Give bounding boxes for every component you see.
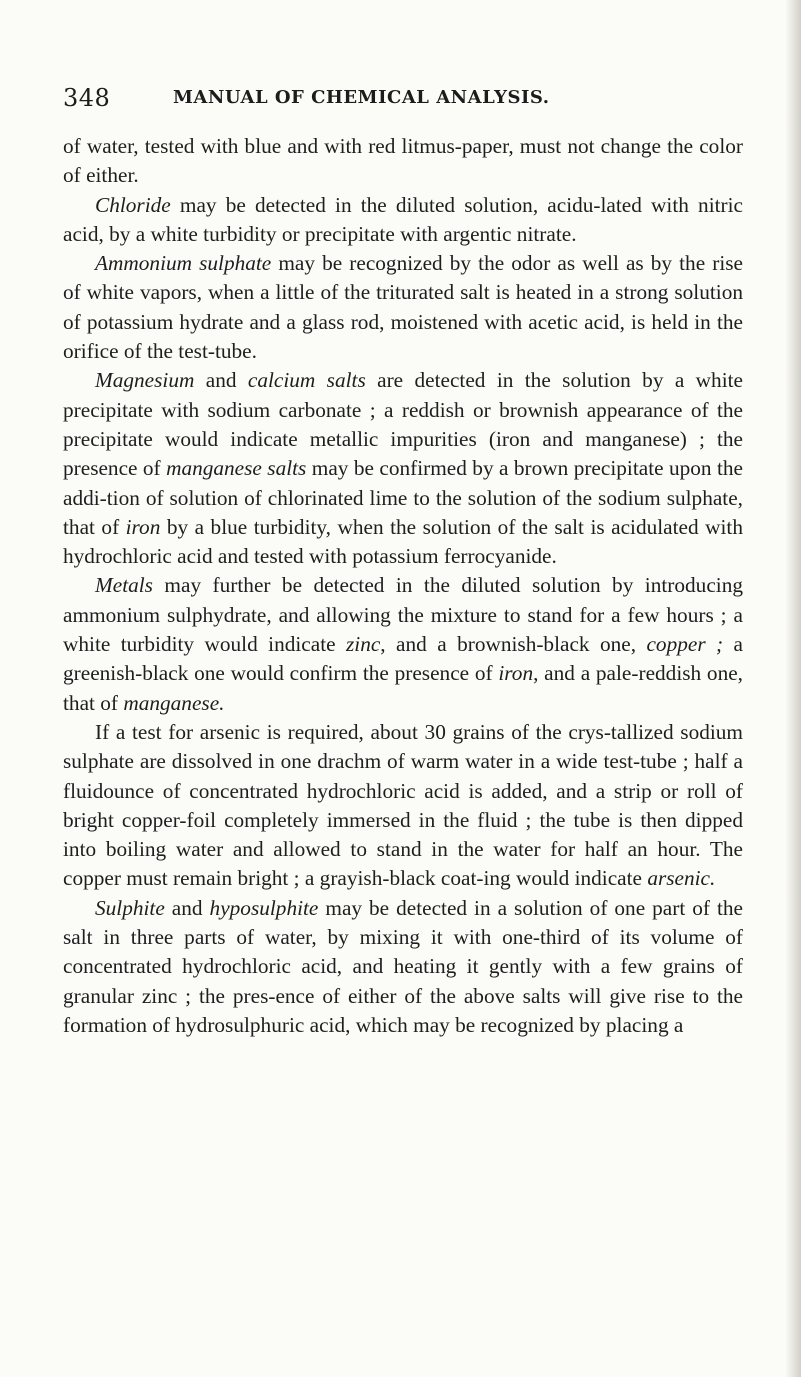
italic-term: hyposulphite	[209, 895, 319, 920]
text-run: If a test for arsenic is required, about 30 grains of the crys-tallized sodium sulphate are dissolved in one drachm of warm water in a wide test-tube ; half a fluidounce of concentrated hydrochloric acid is added, and a strip or roll of bright copper-foil completely immersed in the fluid ; the tube is then dipped into boiling water and allowed to stand in the water for half an hour. The copper must remain bright ; a grayish-black coat-ing would indicate	[63, 719, 743, 891]
italic-term: iron	[125, 514, 161, 539]
text-run: may be confirmed by a brown precipitate upon the addi-tion of solution of chlorinated lime to the solution of the sodium sulphate, that of	[63, 456, 743, 539]
italic-term: manganese salts	[166, 456, 307, 481]
paragraph	[63, 132, 743, 191]
paragraph	[63, 249, 743, 366]
text-run: , and a brownish-black one,	[380, 632, 647, 657]
italic-term: calcium salts	[247, 368, 366, 393]
italic-term: arsenic.	[647, 866, 716, 891]
text-run: and	[164, 895, 210, 920]
text-run: may be detected in the diluted solution, acidu-lated with nitric acid, by a white turbidity or precipitate with argentic nitrate.	[63, 192, 743, 246]
paragraph	[63, 366, 743, 571]
text-run: are detected in the solution by a white precipitate with sodium carbonate ; a reddish or brownish appearance of the precipitate would indicate metallic impurities (iron and manganese) ; the presence of	[63, 368, 743, 481]
italic-term: Sulphite	[95, 895, 165, 920]
text-run: may further be detected in the diluted solution by introducing ammonium sulphydrate, and allowing the mixture to stand for a few hours ; a white turbidity would indicate	[63, 573, 743, 657]
text-run: may be detected in a solution of one part of the salt in three parts of water, by mixing it with one-third of its volume of concentrated hydrochloric acid, and heating it gently with a few grains of granular zinc ; the pres-ence of either of the above salts will give rise to the formation of hydrosulphuric acid, which may be recognized by placing a	[63, 895, 743, 1037]
text-run: of water, tested with blue and with red litmus-paper, must not change the color of either.	[63, 134, 743, 188]
page-number: 348	[63, 84, 111, 112]
paragraph	[63, 894, 743, 1040]
paragraph	[63, 718, 743, 894]
italic-term: manganese.	[123, 690, 225, 715]
body-text	[63, 132, 743, 1040]
paragraph	[63, 191, 743, 250]
paragraph	[63, 571, 743, 717]
italic-term: copper ;	[646, 632, 724, 657]
text-run: , and a pale-reddish one, that of	[63, 661, 744, 715]
page-header	[63, 84, 743, 114]
text-run: and	[194, 368, 248, 393]
italic-term: Metals	[95, 573, 153, 598]
text-run: by a blue turbidity, when the solution of the salt is acidulated with hydrochloric acid and tested with potassium ferrocyanide.	[63, 514, 743, 569]
page-edge-shadow	[785, 0, 801, 1377]
italic-term: Ammonium sulphate	[95, 251, 272, 276]
italic-term: zinc	[345, 632, 381, 657]
italic-term: Chloride	[95, 192, 171, 217]
text-run: may be recognized by the odor as well as by the rise of white vapors, when a little of the triturated salt is heated in a strong solution of potassium hydrate and a glass rod, moistened with acetic acid, is held in the orifice of the test-tube.	[63, 251, 743, 364]
text-run: a greenish-black one would confirm the presence of	[63, 632, 743, 686]
running-title: MANUAL OF CHEMICAL ANALYSIS.	[173, 87, 550, 108]
italic-term: iron	[498, 661, 534, 686]
italic-term: Magnesium	[95, 368, 195, 393]
